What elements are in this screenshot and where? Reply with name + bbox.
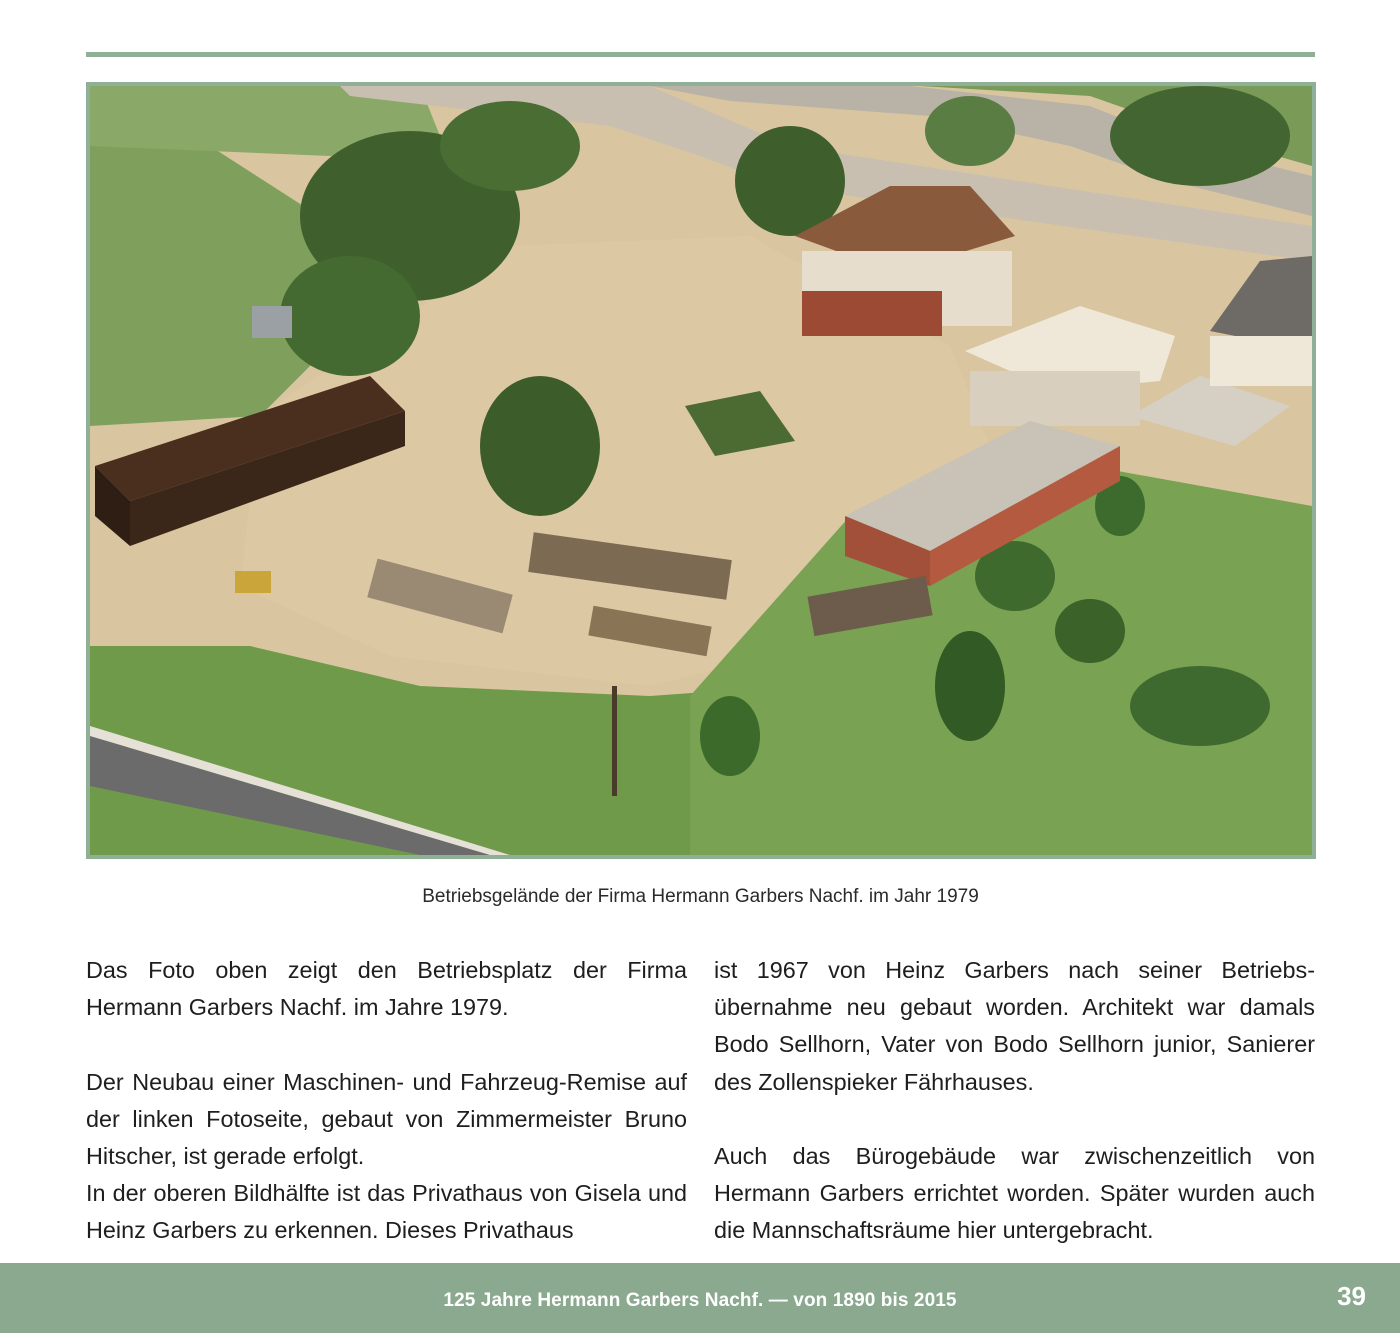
aerial-photo-illustration <box>90 86 1312 855</box>
top-rule <box>86 52 1315 57</box>
text-column-right <box>714 952 1315 1250</box>
page-footer <box>0 1263 1400 1333</box>
paragraph: In der oberen Bildhälfte ist das Privathaus von Gisela und Heinz Garbers zu erkennen. Dieses Privathaus <box>86 1180 687 1244</box>
paragraph: Der Neubau einer Maschinen- und Fahrzeug-Remise auf der linken Fotoseite, gebaut von Zimmermeister Bruno Hitscher, ist gerade erfolgt. <box>86 1068 687 1169</box>
paragraph: ist 1967 von Heinz Garbers nach seiner Betriebsübernahme neu gebaut worden. Architekt war damals Bodo Sellhorn, Vater von Bodo Sellhorn junior, Sanierer des Zollenspieker Fährhauses. <box>714 957 1315 1095</box>
footer-title: 125 Jahre Hermann Garbers Nachf. — von 1890 bis 2015 <box>443 1290 957 1311</box>
paragraph: Das Foto oben zeigt den Betriebsplatz der Firma Hermann Garbers Nachf. im Jahre 1979. <box>86 957 687 1021</box>
aerial-photo <box>86 82 1316 859</box>
photo-caption: Betriebsgelände der Firma Hermann Garbers Nachf. im Jahr 1979 <box>422 886 979 907</box>
text-column-left <box>86 952 687 1250</box>
page-number: 39 <box>1337 1281 1366 1311</box>
paragraph: Auch das Bürogebäude war zwischenzeitlich von Hermann Garbers errichtet worden. Später wurden auch die Mannschaftsräume hier untergebracht. <box>714 1143 1315 1244</box>
